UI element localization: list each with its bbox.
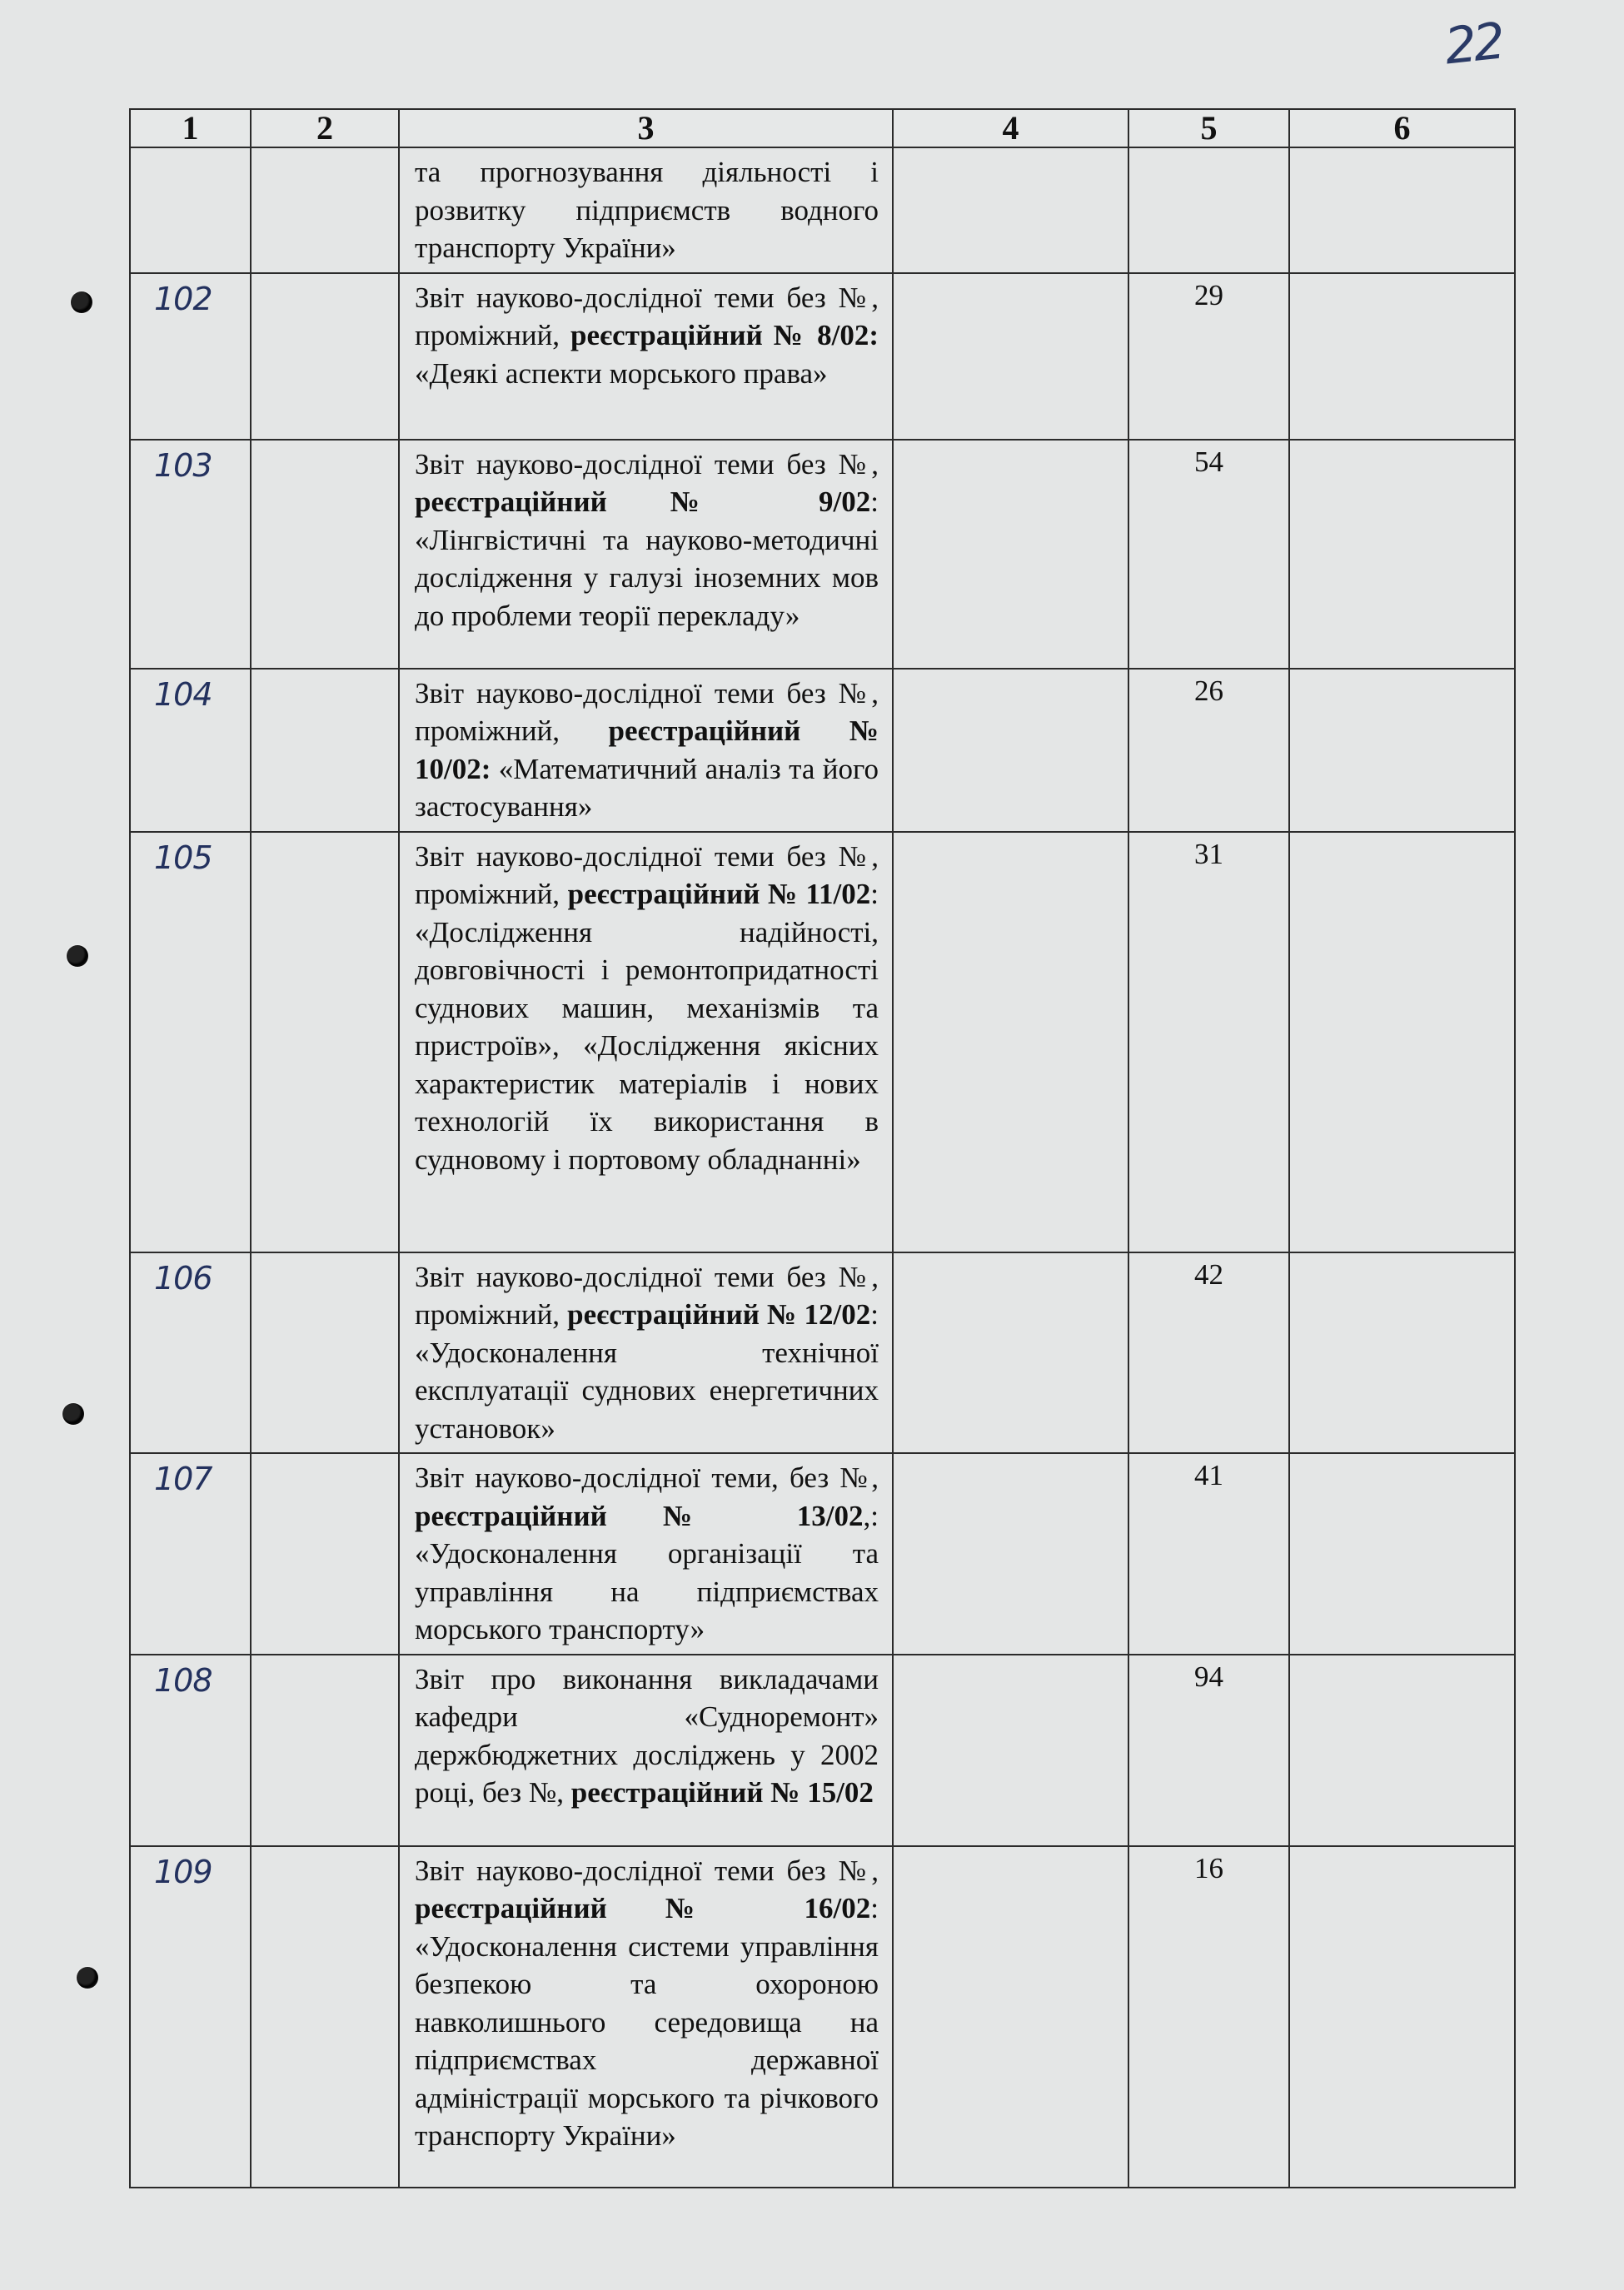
registration-number-text: реєстраційний № 11/02	[567, 878, 871, 910]
column-2-cell	[251, 1252, 399, 1454]
column-6-cell	[1289, 1453, 1515, 1655]
table-row	[130, 1846, 1515, 2188]
description-text: ,: «Удосконалення організації та управління на підприємствах морського транспорту»	[415, 1499, 879, 1645]
page-count-cell: 94	[1128, 1655, 1289, 1846]
column-2-cell	[251, 832, 399, 1252]
column-2-cell	[251, 440, 399, 669]
handwritten-page-number: 22	[1442, 12, 1505, 77]
description-cell	[399, 273, 893, 440]
column-6-cell	[1289, 147, 1515, 273]
binder-hole	[71, 291, 92, 313]
table-row	[130, 1655, 1515, 1846]
column-4-cell	[893, 147, 1128, 273]
table-row	[130, 669, 1515, 832]
description-cell	[399, 669, 893, 832]
record-number-cell: 104	[130, 669, 251, 832]
column-2-cell	[251, 273, 399, 440]
column-header: 4	[893, 109, 1128, 147]
description-cell	[399, 440, 893, 669]
column-6-cell	[1289, 440, 1515, 669]
description-text: Звіт науково-дослідної теми без №, проміжний,	[415, 281, 879, 351]
description-text: та прогнозування діяльності і розвитку підприємств водного транспорту України»	[415, 156, 879, 264]
description-cell	[399, 1655, 893, 1846]
column-header: 1	[130, 109, 251, 147]
record-number-cell: 105	[130, 832, 251, 1252]
column-4-cell	[893, 1453, 1128, 1655]
record-number-cell: 108	[130, 1655, 251, 1846]
description-cell	[399, 1252, 893, 1454]
column-2-cell	[251, 1655, 399, 1846]
column-6-cell	[1289, 832, 1515, 1252]
table-row	[130, 1252, 1515, 1454]
description-text: «Деякі аспекти морського права»	[415, 356, 828, 390]
column-4-cell	[893, 1655, 1128, 1846]
column-4-cell	[893, 669, 1128, 832]
page-count-cell: 41	[1128, 1453, 1289, 1655]
binder-hole	[67, 945, 88, 967]
table-row	[130, 1453, 1515, 1655]
page-count-cell: 54	[1128, 440, 1289, 669]
column-6-cell	[1289, 1846, 1515, 2188]
description-cell	[399, 832, 893, 1252]
description-text: Звіт про виконання викладачами кафедри «Судноремонт» держбюджетних досліджень у 2002 році, без №,	[415, 1662, 879, 1809]
record-number-cell: 103	[130, 440, 251, 669]
record-number-cell: 102	[130, 273, 251, 440]
registration-number-text: реєстраційний № 12/02	[567, 1298, 871, 1331]
column-4-cell	[893, 1252, 1128, 1454]
column-header: 3	[399, 109, 893, 147]
registration-number-text: реєстраційний № 13/02	[415, 1499, 864, 1532]
description-text: : «Дослідження надійності, довговічності і ремонтопридатності суднових машин, механізмів та пристроїв», «Дослідження якісних характеристик матеріалів і нових технологій їх використання в судновому і портовому обладнанні»	[415, 878, 879, 1176]
column-6-cell	[1289, 1655, 1515, 1846]
table-row	[130, 440, 1515, 669]
column-2-cell	[251, 1846, 399, 2188]
description-text: Звіт науково-дослідної теми без №, проміжний,	[415, 1260, 879, 1331]
table-row	[130, 273, 1515, 440]
description-text: : «Удосконалення технічної експлуатації суднових енергетичних установок»	[415, 1298, 879, 1445]
description-text: : «Удосконалення системи управління безпекою та охороною навколишнього середовища на підприємствах державної адміністрації морського та річкового транспорту України»	[415, 1892, 879, 2152]
column-header: 5	[1128, 109, 1289, 147]
column-2-cell	[251, 147, 399, 273]
column-6-cell	[1289, 273, 1515, 440]
record-number-cell: 109	[130, 1846, 251, 2188]
column-4-cell	[893, 273, 1128, 440]
table-header-row	[130, 109, 1515, 147]
registration-number-text: реєстраційний № 10/02:	[415, 714, 879, 785]
table-row	[130, 147, 1515, 273]
description-cell	[399, 147, 893, 273]
binder-hole	[62, 1403, 84, 1425]
register-table	[129, 108, 1516, 2188]
record-number-cell: 106	[130, 1252, 251, 1454]
description-cell	[399, 1453, 893, 1655]
binder-hole	[77, 1967, 98, 1989]
column-6-cell	[1289, 1252, 1515, 1454]
description-text: Звіт науково-дослідної теми без №,	[415, 1854, 879, 1887]
description-text: «Математичний аналіз та його застосування»	[415, 752, 879, 823]
registration-number-text: реєстраційний № 16/02	[415, 1892, 871, 1924]
column-2-cell	[251, 669, 399, 832]
page-count-cell: 16	[1128, 1846, 1289, 2188]
page-count-cell: 29	[1128, 273, 1289, 440]
description-text: Звіт науково-дослідної теми без №, проміжний,	[415, 839, 879, 910]
table-row	[130, 832, 1515, 1252]
description-cell	[399, 1846, 893, 2188]
record-number-cell	[130, 147, 251, 273]
record-number-cell: 107	[130, 1453, 251, 1655]
column-header: 2	[251, 109, 399, 147]
registration-number-text: реєстраційний № 9/02	[415, 485, 871, 518]
column-4-cell	[893, 1846, 1128, 2188]
column-6-cell	[1289, 669, 1515, 832]
page-count-cell	[1128, 147, 1289, 273]
page-count-cell: 42	[1128, 1252, 1289, 1454]
registration-number-text: реєстраційний № 15/02	[570, 1776, 874, 1809]
column-4-cell	[893, 440, 1128, 669]
description-text: Звіт науково-дослідної теми без №, проміжний,	[415, 676, 879, 747]
page-count-cell: 26	[1128, 669, 1289, 832]
description-text: Звіт науково-дослідної теми без №,	[415, 447, 879, 480]
registration-number-text: реєстраційний № 8/02:	[570, 319, 879, 351]
column-4-cell	[893, 832, 1128, 1252]
column-2-cell	[251, 1453, 399, 1655]
page-count-cell: 31	[1128, 832, 1289, 1252]
description-text: : «Лінгвістичні та науково-методичні дослідження у галузі іноземних мов до проблеми теорії перекладу»	[415, 485, 879, 632]
column-header: 6	[1289, 109, 1515, 147]
description-text: Звіт науково-дослідної теми, без №,	[415, 1461, 879, 1494]
